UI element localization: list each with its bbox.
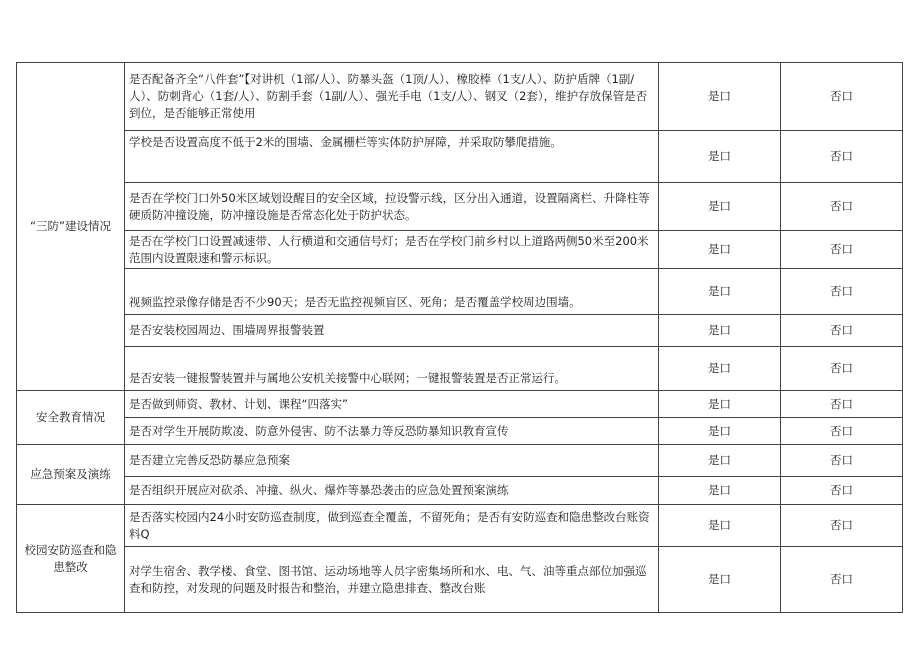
yes-checkbox[interactable]: 是口: [659, 445, 781, 477]
yes-checkbox[interactable]: 是口: [659, 63, 781, 131]
inspection-checklist-table: [16, 62, 903, 613]
category-cell: 校园安防巡查和隐患整改: [17, 505, 125, 613]
item-cell: 是否组织开展应对砍杀、冲撞、纵火、爆炸等暴恐袭击的应急处置预案演练: [125, 477, 659, 505]
item-cell: 是否安装校园周边、围墙周界报警装置: [125, 315, 659, 347]
item-cell: 是否在学校门口外50米区域划设醒目的安全区域，拉设警示线，区分出入通道，设置隔离栏、升降柱等硬质防冲撞设施，防冲撞设施是否常态化处于防护状态。: [125, 183, 659, 231]
item-cell: 是否建立完善反恐防暴应急预案: [125, 445, 659, 477]
yes-checkbox[interactable]: 是口: [659, 505, 781, 547]
table-row: [17, 131, 903, 183]
table-row: [17, 183, 903, 231]
table-row: [17, 269, 903, 315]
item-cell: 对学生宿舍、教学楼、食堂、图书馆、运动场地等人员字密集场所和水、电、气、油等重点部位加强巡查和防控，对发现的问题及时报告和整治，并建立隐患排查、整改台账: [125, 547, 659, 613]
table-row: [17, 505, 903, 547]
table-row: [17, 391, 903, 418]
no-checkbox[interactable]: 否口: [781, 231, 903, 269]
yes-checkbox[interactable]: 是口: [659, 347, 781, 391]
no-checkbox[interactable]: 否口: [781, 445, 903, 477]
table-row: [17, 231, 903, 269]
item-cell: 是否对学生开展防欺凌、防意外侵害、防不法暴力等反恐防暴知识教育宣传: [125, 418, 659, 445]
table-row: [17, 63, 903, 131]
no-checkbox[interactable]: 否口: [781, 183, 903, 231]
table-row: [17, 445, 903, 477]
item-cell: 学校是否设置高度不低于2米的围墙、金属栅栏等实体防护屏障，并采取防攀爬措施。: [125, 131, 659, 183]
no-checkbox[interactable]: 否口: [781, 391, 903, 418]
yes-checkbox[interactable]: 是口: [659, 183, 781, 231]
category-cell: “三防”建设情况: [17, 63, 125, 391]
table-row: [17, 347, 903, 391]
category-cell: 应急预案及演练: [17, 445, 125, 505]
no-checkbox[interactable]: 否口: [781, 131, 903, 183]
yes-checkbox[interactable]: 是口: [659, 231, 781, 269]
yes-checkbox[interactable]: 是口: [659, 269, 781, 315]
table-row: [17, 315, 903, 347]
item-cell: 是否在学校门口设置减速带、人行横道和交通信号灯；是否在学校门前乡村以上道路两侧50米至200米范围内设置限速和警示标识。: [125, 231, 659, 269]
item-cell: 是否安装一键报警装置并与属地公安机关接警中心联网；一键报警装置是否正常运行。: [125, 347, 659, 391]
table-row: [17, 418, 903, 445]
item-cell: 是否做到师资、教材、计划、课程“四落实”: [125, 391, 659, 418]
item-cell: 是否配备齐全“八件套”【对讲机（1部/人）、防暴头盔（1顶/人）、橡胶棒（1支/人）、防护盾牌（1副/人）、防刺背心（1套/人）、防割手套（1副/人）、强光手电（1支/人）、钢叉（2套），维护存放保管是否到位，是否能够正常使用: [125, 63, 659, 131]
no-checkbox[interactable]: 否口: [781, 269, 903, 315]
no-checkbox[interactable]: 否口: [781, 315, 903, 347]
yes-checkbox[interactable]: 是口: [659, 391, 781, 418]
yes-checkbox[interactable]: 是口: [659, 547, 781, 613]
category-cell: 安全教育情况: [17, 391, 125, 445]
yes-checkbox[interactable]: 是口: [659, 418, 781, 445]
no-checkbox[interactable]: 否口: [781, 547, 903, 613]
yes-checkbox[interactable]: 是口: [659, 315, 781, 347]
item-cell: 视频监控录像存储是否不少90天；是否无监控视频盲区、死角；是否覆盖学校周边围墙。: [125, 269, 659, 315]
no-checkbox[interactable]: 否口: [781, 63, 903, 131]
no-checkbox[interactable]: 否口: [781, 347, 903, 391]
table-row: [17, 477, 903, 505]
table-row: [17, 547, 903, 613]
no-checkbox[interactable]: 否口: [781, 505, 903, 547]
item-cell: 是否落实校园内24小时安防巡查制度，做到巡查全覆盖，不留死角；是否有安防巡查和隐患整改台账资料Q: [125, 505, 659, 547]
yes-checkbox[interactable]: 是口: [659, 477, 781, 505]
no-checkbox[interactable]: 否口: [781, 418, 903, 445]
no-checkbox[interactable]: 否口: [781, 477, 903, 505]
yes-checkbox[interactable]: 是口: [659, 131, 781, 183]
